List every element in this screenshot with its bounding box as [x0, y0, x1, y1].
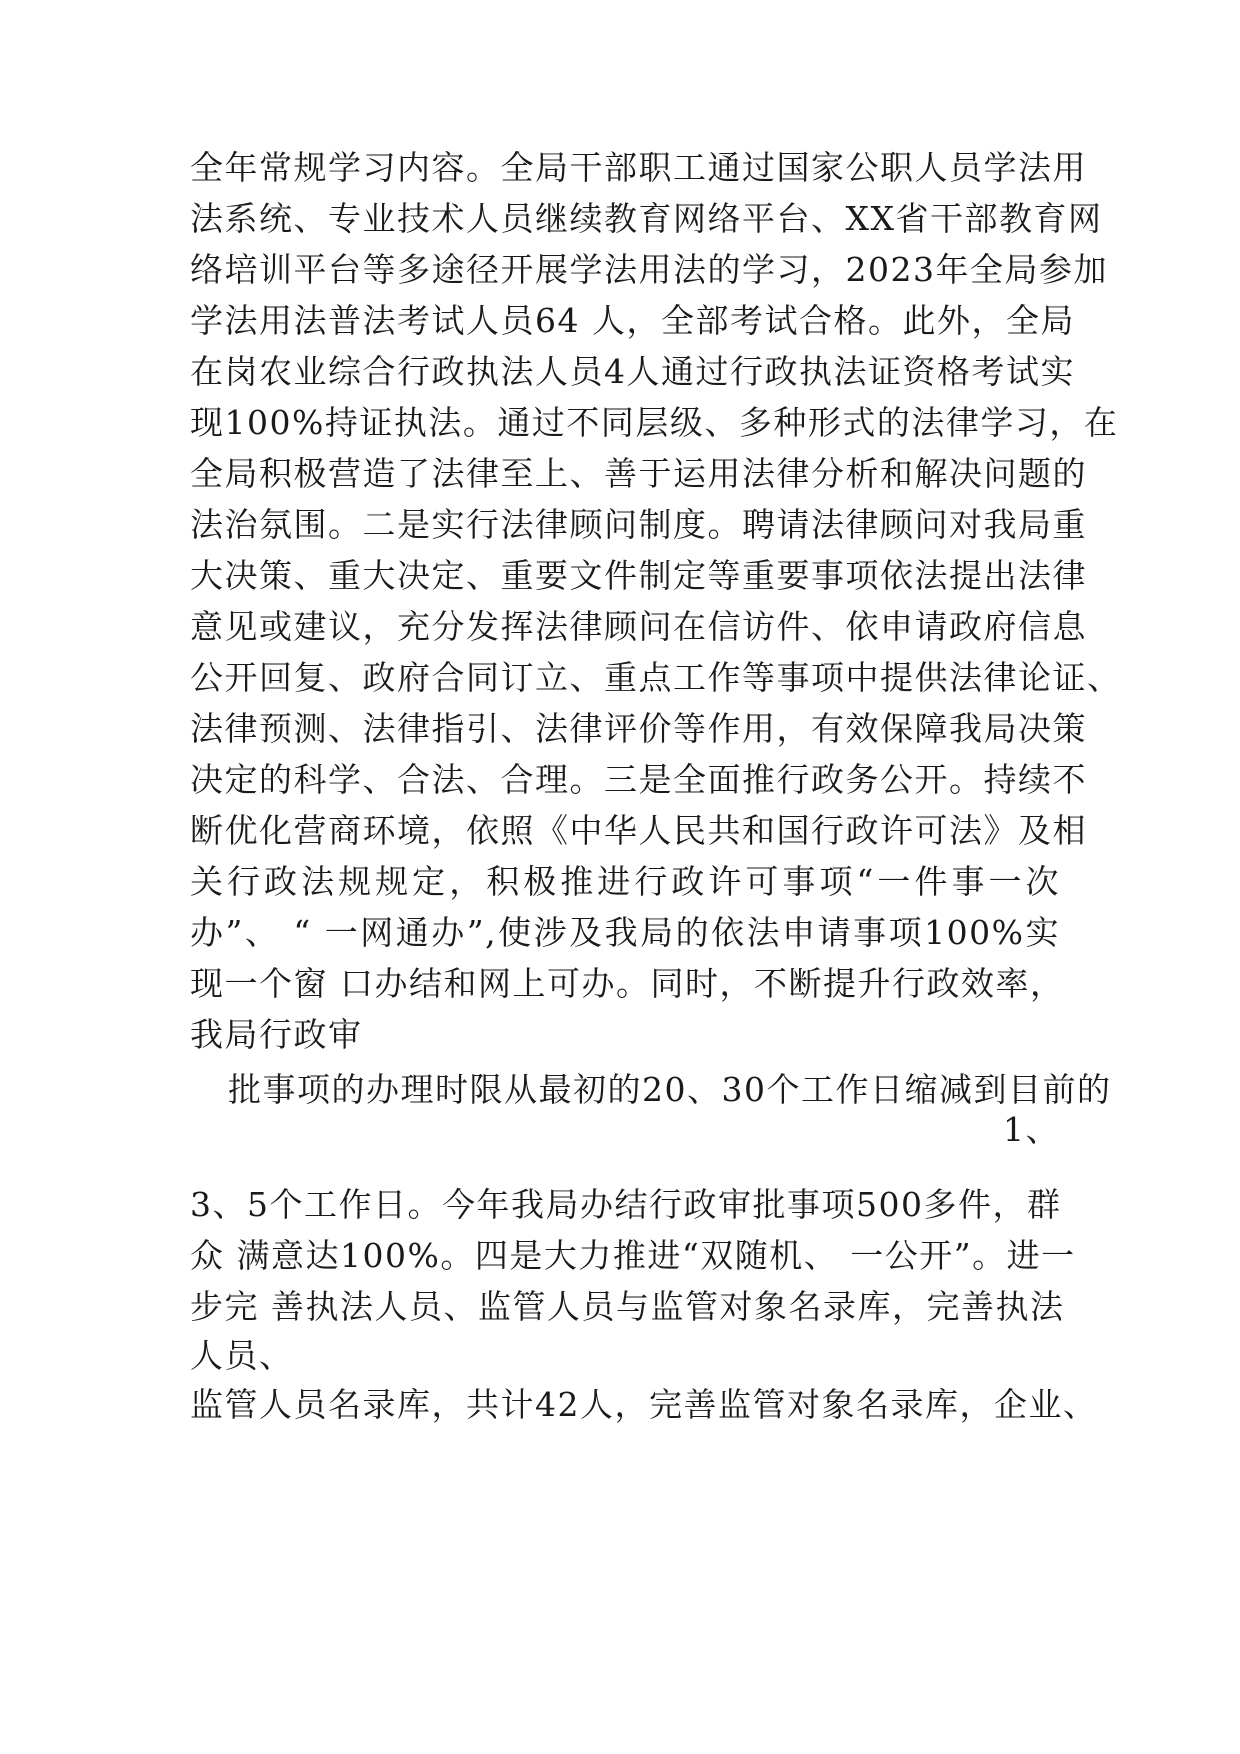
- text-line: 1、: [1003, 1110, 1060, 1149]
- text-line: 众 满意达100%。四是大力推进“双随机、 一公开”。进一: [190, 1236, 1076, 1275]
- text-line: 公开回复、政府合同订立、重点工作等事项中提供法律论证、: [190, 658, 1122, 697]
- text-line: 全年常规学习内容。全局干部职工通过国家公职人员学法用: [190, 148, 1087, 187]
- text-line: 意见或建议，充分发挥法律顾问在信访件、依申请政府信息: [190, 607, 1087, 646]
- text-line: 我局行政审: [190, 1015, 363, 1054]
- text-line: 在岗农业综合行政执法人员4人通过行政执法证资格考试实: [190, 352, 1075, 391]
- text-line: 批事项的办理时限从最初的20、30个工作日缩减到目前的: [228, 1070, 1112, 1109]
- text-line: 现一个窗 口办结和网上可办。同时，不断提升行政效率，: [190, 964, 1065, 1003]
- text-line: 人员、: [190, 1336, 294, 1375]
- text-line: 决定的科学、合法、合理。三是全面推行政务公开。持续不: [190, 760, 1087, 799]
- text-line: 全局积极营造了法律至上、善于运用法律分析和解决问题的: [190, 454, 1087, 493]
- text-line: 现100%持证执法。通过不同层级、多种形式的法律学习，在: [190, 403, 1119, 442]
- text-line: 关行政法规规定，积极推进行政许可事项“一件事一次: [190, 862, 1060, 901]
- text-line: 断优化营商环境，依照《中华人民共和国行政许可法》及相: [190, 811, 1087, 850]
- text-line: 3、5个工作日。今年我局办结行政审批事项500多件，群: [190, 1185, 1062, 1224]
- text-line: 监管人员名录库，共计42人，完善监管对象名录库，企业、: [190, 1385, 1098, 1424]
- text-line: 络培训平台等多途径开展学法用法的学习，2023年全局参加: [190, 250, 1108, 289]
- text-line: 步完 善执法人员、监管人员与监管对象名录库，完善执法: [190, 1287, 1065, 1326]
- text-line: 办”、 “ 一网通办”,使涉及我局的依法申请事项100%实: [190, 913, 1060, 952]
- text-line: 大决策、重大决定、重要文件制定等重要事项依法提出法律: [190, 556, 1087, 595]
- text-line: 学法用法普法考试人员64 人，全部考试合格。此外，全局: [190, 301, 1075, 340]
- text-line: 法治氛围。二是实行法律顾问制度。聘请法律顾问对我局重: [190, 505, 1087, 544]
- text-line: 法系统、专业技术人员继续教育网络平台、XX省干部教育网: [190, 199, 1103, 238]
- text-line: 法律预测、法律指引、法律评价等作用，有效保障我局决策: [190, 709, 1087, 748]
